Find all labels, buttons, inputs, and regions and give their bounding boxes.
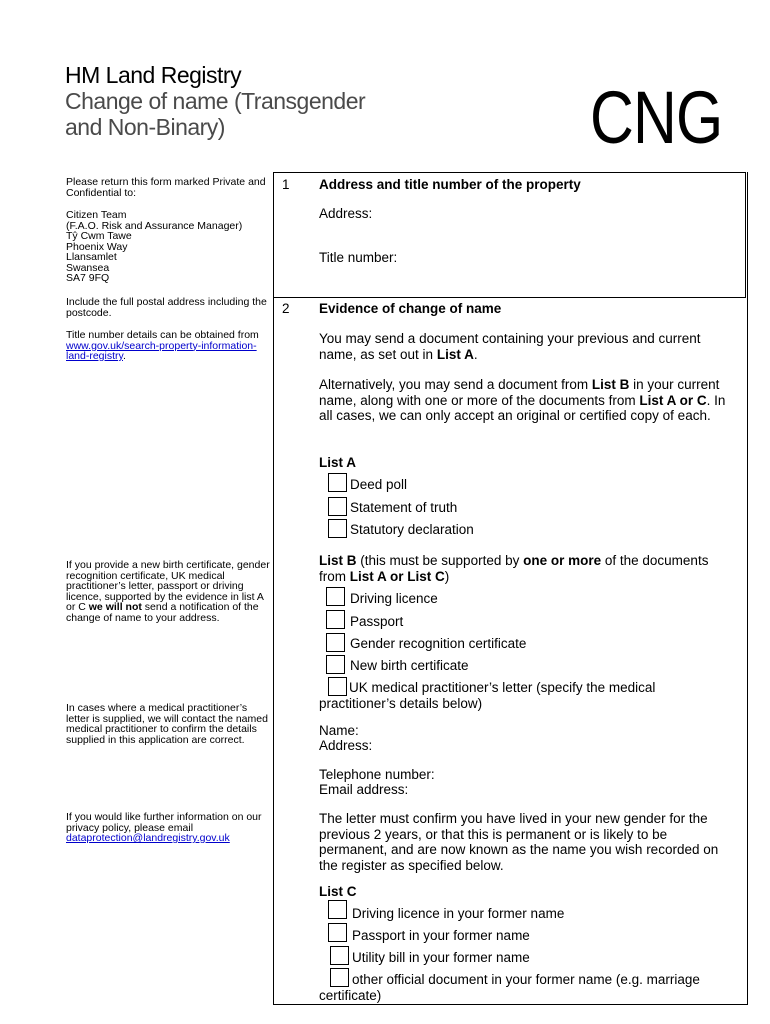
practitioner-address-label: Address: bbox=[319, 738, 373, 753]
address-line: Citizen Team bbox=[66, 209, 127, 221]
list-b-title: List B (this must be supported by one or more of the documents from List A or List C) bbox=[319, 553, 709, 584]
new-birth-certificate-label: New birth certificate bbox=[350, 658, 469, 673]
address-line: SA7 9FQ bbox=[66, 272, 110, 284]
return-address bbox=[66, 210, 271, 284]
title-number-note: Title number details can be obtained from www.gov.uk/search-property-information-land-registry. bbox=[66, 329, 259, 362]
address-line: Swansea bbox=[66, 261, 110, 274]
return-note: Please return this form marked Private and Confidential to: bbox=[66, 176, 266, 199]
statement-of-truth-label: Statement of truth bbox=[350, 500, 458, 515]
statutory-declaration-checkbox[interactable] bbox=[328, 519, 347, 538]
medical-practitioner-note: In cases where a medical practitioner’s letter is supplied, we will contact the named medical practitioner to confirm the details supplied in this application are correct. bbox=[66, 702, 268, 746]
driving-licence-checkbox[interactable] bbox=[326, 587, 345, 606]
address-line: (F.A.O. Risk and Assurance Manager) bbox=[66, 219, 243, 232]
former-passport-checkbox[interactable] bbox=[328, 923, 347, 942]
list-a-title: List A bbox=[319, 455, 356, 470]
letter-requirements: The letter must confirm you have lived in your new gender for the previous 2 years, or that this is permanent or is likely to be permanent, and are now known as the name you wish recorded on the register as specified below. bbox=[319, 811, 719, 873]
former-passport-label: Passport in your former name bbox=[352, 928, 530, 943]
privacy-note: If you would like further information on our privacy policy, please email dataprotection@landregistry.gov.uk bbox=[66, 811, 262, 844]
section-1-number: 1 bbox=[282, 177, 290, 192]
evidence-intro: You may send a document containing your previous and current name, as set out in List A. bbox=[319, 331, 701, 362]
statutory-declaration-label: Statutory declaration bbox=[350, 522, 474, 537]
passport-checkbox[interactable] bbox=[326, 610, 345, 629]
privacy-email-link[interactable]: dataprotection@landregistry.gov.uk bbox=[66, 832, 230, 844]
section-2-number: 2 bbox=[282, 301, 290, 316]
new-birth-certificate-checkbox[interactable] bbox=[326, 655, 345, 674]
former-driving-licence-label: Driving licence in your former name bbox=[352, 906, 565, 921]
birth-certificate-note: If you provide a new birth certificate, gender recognition certificate, UK medical practitioner’s letter, passport or driving licence, supported by the evidence in list A or C we will not send a notification of the change of name to your address. bbox=[66, 559, 270, 624]
practitioner-telephone-label: Telephone number: bbox=[319, 767, 435, 782]
form-title-line-1: Change of name (Transgender bbox=[65, 88, 366, 114]
section-1-heading: Address and title number of the property bbox=[319, 177, 581, 192]
title-number-label: Title number: bbox=[319, 250, 398, 265]
former-utility-bill-label: Utility bill in your former name bbox=[352, 950, 530, 965]
organisation-name: HM Land Registry bbox=[65, 62, 242, 88]
evidence-alternative: Alternatively, you may send a document from List B in your current name, along with one or more of the documents from List A or C. In all cases, we can only accept an original or certified copy of each. bbox=[319, 377, 726, 423]
deed-poll-label: Deed poll bbox=[350, 477, 408, 492]
property-address-label: Address: bbox=[319, 206, 373, 221]
medical-letter-label: UK medical practitioner’s letter (specify the medical practitioner’s details below) bbox=[319, 680, 656, 711]
gender-recognition-label: Gender recognition certificate bbox=[350, 636, 527, 651]
form-code: CNG bbox=[590, 76, 723, 159]
form-title-line-2: and Non-Binary) bbox=[65, 114, 225, 140]
section-2-heading: Evidence of change of name bbox=[319, 301, 502, 316]
address-line: Llansamlet bbox=[66, 251, 117, 263]
deed-poll-checkbox[interactable] bbox=[328, 473, 347, 492]
driving-licence-label: Driving licence bbox=[350, 591, 438, 606]
former-driving-licence-checkbox[interactable] bbox=[328, 900, 347, 919]
statement-of-truth-checkbox[interactable] bbox=[328, 497, 347, 516]
former-official-document-label: other official document in your former name (e.g. marriage certificate) bbox=[319, 972, 700, 1003]
form-header bbox=[65, 62, 365, 140]
practitioner-email-label: Email address: bbox=[319, 782, 409, 797]
gender-recognition-checkbox[interactable] bbox=[326, 633, 345, 652]
passport-label: Passport bbox=[350, 614, 404, 629]
address-line: Phoenix Way bbox=[66, 240, 128, 253]
former-utility-bill-checkbox[interactable] bbox=[330, 946, 349, 965]
postcode-note: Include the full postal address including the postcode. bbox=[66, 296, 267, 319]
title-search-link[interactable]: www.gov.uk/search-property-information-land-registry bbox=[66, 339, 257, 362]
address-line: Tŷ Cwm Tawe bbox=[66, 230, 132, 242]
list-c-title: List C bbox=[319, 884, 357, 899]
practitioner-name-label: Name: bbox=[319, 723, 359, 738]
